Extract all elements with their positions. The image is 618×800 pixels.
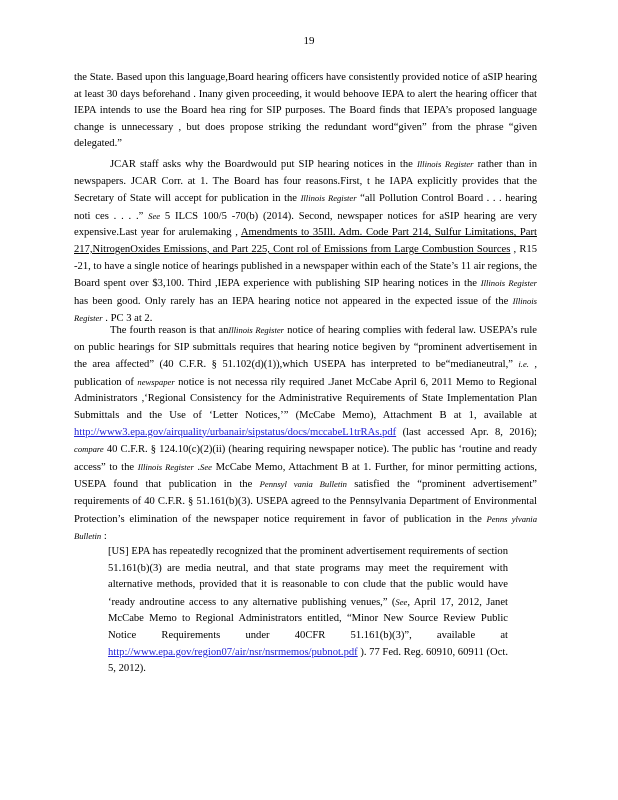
italic-text: Illinois Register [480,278,537,289]
mccabe-memo-link[interactable]: http://www3.epa.gov/airquality/urbanair/sipstatus/docs/mccabeL1trRAs.pdf [74,426,397,438]
italic-text: See [200,461,212,472]
italic-text: i.e. [518,359,529,370]
text: [US] EPA has repeatedly recognized that the prominent advertisement requirements of section 51.161(b)(3) are media neutral, and that state programs may meet the requirement with alternative methods, provided that it is reasonable to con clude that the public would have ‘ready androutine access to any alternative publishing venues,” ( [108,546,508,608]
text: notice is not necessa rily required .Janet McCabe April 6, 2011 Memo to Regional Administrators ,‘Regional Consistency for the Administrative Requirements of State Implementation Plan Submittals and the Use of ‘Letter Notices,’” (McCabe Memo), Attachment B at 1, available at [74,376,537,421]
text: notice of hearing complies with federal law. USEPA’s rule on public hearings for SIP submittals requires that hearing notice begiven by “prominent advertisement in the area affected” (40 C.F.R. § 51.102(d)(1)),which USEPA has interpreted to be“medianeutral,” [74,325,538,371]
text: 5 ILCS 100/5 -70(b) (2014). Second, newspaper notices for aSIP hearing are very expensive.Last year for arulemaking , [74,210,537,239]
page-number: 19 [303,35,315,47]
paragraph-board-hearing-notice [74,70,537,153]
italic-text: Illinois Register [74,295,537,324]
paragraph-fourth-reason [74,322,537,546]
text: ). 77 Fed. Reg. 60910, 60911 (Oct. 5, 2012). [108,646,508,675]
text: JCAR staff asks why the Boardwould put SIP hearing notices in the [110,159,417,170]
italic-text: Illinois Register [228,325,285,335]
text: rather than in newspapers. JCAR Corr. at 1. The Board has four reasons.First, t he IAPA explicitly provides that the Secretary of State will accept for publication in the [74,159,538,205]
italic-text: Illinois Register [300,193,357,204]
italic-text: newspaper [137,376,175,387]
pubnot-memo-link[interactable]: http://www.epa.gov/region07/air/nsr/nsrmemos/pubnot.pdf [108,646,358,658]
underlined-rulemaking-title: Amendments to 35Ill. Adm. Code Part 214, Sulfur Limitations, Part 217,NitrogenOxides Emissions, and Part 225, Cont rol of Emissions from Large Combustion Sources [74,227,537,255]
text: “all Pollution Control Board . . . hearing noti ces . . . .” [74,193,537,222]
text: the State. Based upon this language,Board hearing officers have consistently provided notice of aSIP hearing at least 30 days beforehand . Inany given proceeding, it would behoove IEPA to alert the hearing officer that IEPA intends to use the Board hea ring for SIP purposes. The Board finds that IEPA’s proposed language change is unnecessary , but does propose striking the redundant word“given” from the phrase “given delegated.” [74,72,537,150]
italic-text: compare [74,444,104,455]
italic-text: See [148,210,161,221]
italic-text: Illinois Register [416,159,474,169]
italic-text: Pennsyl vania Bulletin [259,479,347,490]
text: , publication of [74,359,538,388]
text: satisfied the “prominent advertisement” requirements of 40 C.F.R. § 51.161(b)(3). USEPA agreed to the Pennsylvania Department of Environmental Protection’s elimination of the newspaper notice requirement in favor of publication in the [74,479,537,525]
text: : [101,531,107,543]
text: 40 C.F.R. § 124.10(c)(2)(ii) (hearing requiring newspaper notice). The public has ‘routine and ready access” to the [74,444,537,473]
italic-text: Penns ylvania Bulletin [74,513,537,542]
italic-text: Illinois Register [137,461,194,472]
paragraph-jcar-newspapers [74,156,537,328]
text: McCabe Memo, Attachment B at 1. Further, for minor permitting actions, USEPA found that publication in the [74,461,538,491]
text: . PC 3 at 2. [102,313,153,325]
text: , April 17, 2012, Janet McCabe Memo to Regional Administrators entitled, “Minor New Source Review Public Notice Requirements under 40CFR 51.161(b)(3)”, available at [108,596,508,641]
text: has been good. Only rarely has an IEPA hearing notice not appeared in the expected issue of the [74,295,513,307]
text: . [193,461,201,473]
text: The fourth reason is that an [110,325,229,336]
text: (last accessed Apr. 8, 2016); [396,426,537,438]
italic-text: See [395,596,408,607]
text: , R15 -21, to have a single notice of hearings published in a newspaper within each of the State’s 11 air regions, the Board spent over $3,100. Third ,IEPA experience with publishing SIP hearing notices in the [74,243,537,290]
block-quote-epa [108,544,508,678]
